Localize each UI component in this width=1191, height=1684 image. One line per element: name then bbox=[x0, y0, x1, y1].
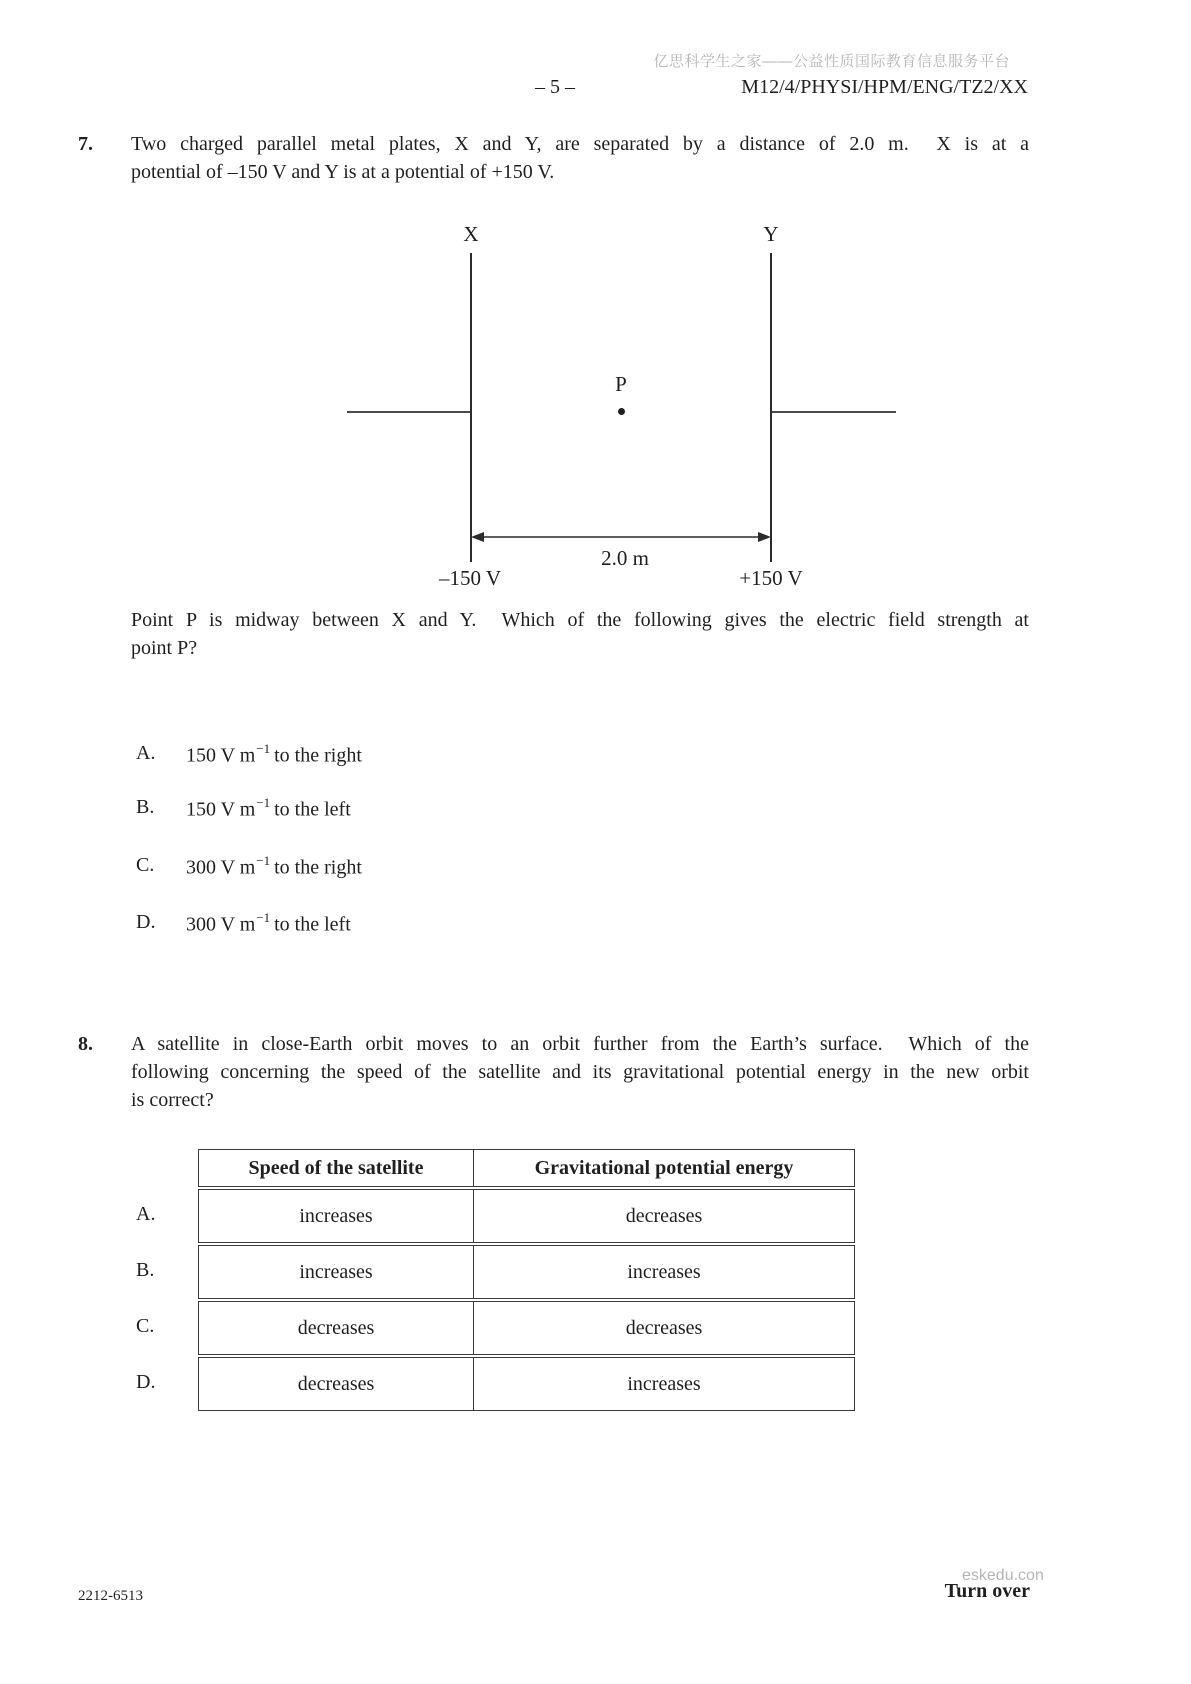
option-value: 300 V m bbox=[186, 913, 256, 936]
plate-y-voltage-label: +150 V bbox=[739, 566, 803, 590]
table-cell-speed: decreases bbox=[297, 1372, 375, 1395]
option-rest: to the left bbox=[269, 913, 351, 936]
option-exponent: −1 bbox=[256, 910, 271, 925]
footer-watermark: eskedu.con bbox=[962, 1567, 1044, 1584]
q8-row-a-letter: A. bbox=[136, 1203, 156, 1225]
q8-row-b-letter: B. bbox=[136, 1259, 155, 1281]
table-row bbox=[198, 1301, 855, 1355]
q7-option-b-text bbox=[186, 796, 351, 822]
q7-option-a-text bbox=[186, 742, 362, 768]
q7-stem bbox=[131, 130, 1029, 186]
option-rest: to the left bbox=[269, 798, 351, 821]
table-cell-gpe: increases bbox=[473, 1246, 854, 1298]
q7-stem-line: Two charged parallel metal plates, X and Y, are separated by a distance of 2.0 m. X is at a bbox=[131, 133, 1029, 155]
q7-question-line: point P? bbox=[131, 637, 198, 659]
option-value: 150 V m bbox=[186, 798, 256, 821]
table-row bbox=[198, 1245, 855, 1299]
q8-row-d-letter: D. bbox=[136, 1371, 156, 1393]
table-cell-speed: increases bbox=[299, 1204, 373, 1227]
option-value: 300 V m bbox=[186, 856, 256, 879]
q7-option-c-text bbox=[186, 854, 362, 880]
q8-row-c-letter: C. bbox=[136, 1315, 155, 1337]
option-value: 150 V m bbox=[186, 744, 256, 767]
option-exponent: −1 bbox=[256, 795, 271, 810]
footer-document-code: 2212-6513 bbox=[78, 1588, 143, 1604]
option-exponent: −1 bbox=[256, 741, 271, 756]
q7-option-c-letter: C. bbox=[136, 854, 155, 876]
plate-y-lead-wire bbox=[772, 411, 896, 413]
option-exponent: −1 bbox=[256, 853, 271, 868]
turn-over-label: Turn over bbox=[944, 1580, 1030, 1602]
table-row bbox=[198, 1357, 855, 1411]
point-p-dot bbox=[618, 408, 625, 415]
plate-x-line bbox=[470, 253, 472, 562]
q8-stem-line: A satellite in close-Earth orbit moves to an orbit further from the Earth’s surface. Which of the bbox=[131, 1033, 1029, 1055]
distance-label: 2.0 m bbox=[601, 546, 649, 570]
plate-x-lead-wire bbox=[347, 411, 470, 413]
header-watermark: 亿思科学生之家——公益性质国际教育信息服务平台 bbox=[653, 53, 1010, 70]
table-cell-gpe: increases bbox=[473, 1358, 854, 1410]
q8-answer-table bbox=[198, 1149, 855, 1411]
plate-y-label: Y bbox=[763, 222, 779, 246]
q7-number: 7. bbox=[78, 133, 93, 155]
option-rest: to the right bbox=[269, 744, 362, 767]
q7-option-b-letter: B. bbox=[136, 796, 155, 818]
table-cell-gpe: decreases bbox=[473, 1190, 854, 1242]
q7-question-line: Point P is midway between X and Y. Which of the following gives the electric field strength at bbox=[131, 609, 1029, 631]
plate-y-line bbox=[770, 253, 772, 562]
q8-stem-line: following concerning the speed of the satellite and its gravitational potential energy in the new orbit bbox=[131, 1061, 1029, 1083]
page-number: – 5 – bbox=[535, 76, 575, 98]
table-cell-speed: decreases bbox=[297, 1316, 375, 1339]
option-rest: to the right bbox=[269, 856, 362, 879]
q8-stem-line: is correct? bbox=[131, 1089, 214, 1111]
plate-x-label: X bbox=[463, 222, 479, 246]
q7-option-d-letter: D. bbox=[136, 911, 156, 933]
table-cell-speed: increases bbox=[299, 1260, 373, 1283]
q8-number: 8. bbox=[78, 1033, 93, 1055]
q7-option-d-text bbox=[186, 911, 351, 937]
q8-stem bbox=[131, 1030, 1029, 1114]
plate-x-voltage-label: –150 V bbox=[438, 566, 502, 590]
table-header-row bbox=[198, 1149, 855, 1187]
q7-stem-line: potential of –150 V and Y is at a potential of +150 V. bbox=[131, 161, 555, 183]
table-row bbox=[198, 1189, 855, 1243]
table-header-speed: Speed of the satellite bbox=[248, 1156, 424, 1179]
paper-code: M12/4/PHYSI/HPM/ENG/TZ2/XX bbox=[741, 76, 1028, 98]
point-p-label: P bbox=[615, 372, 627, 396]
q7-option-a-letter: A. bbox=[136, 742, 156, 764]
distance-arrow bbox=[470, 530, 772, 544]
table-cell-gpe: decreases bbox=[473, 1302, 854, 1354]
table-header-gpe: Gravitational potential energy bbox=[473, 1150, 854, 1186]
q7-question bbox=[131, 606, 1029, 662]
